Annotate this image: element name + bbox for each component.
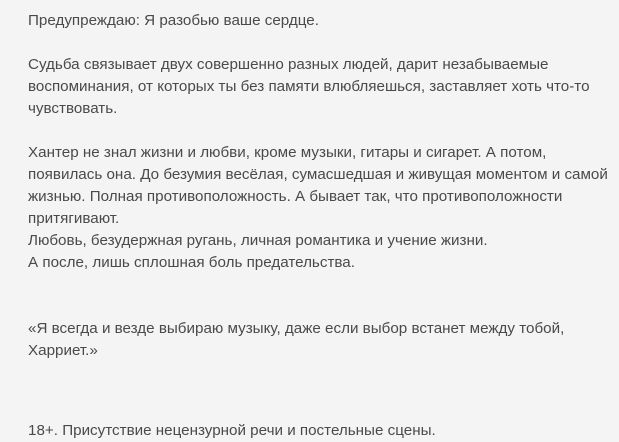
quote-line: «Я всегда и везде выбираю музыку, даже если выбор встанет между тобой, [28, 320, 565, 337]
story-line: А после, лишь сплошная боль предательства. [28, 254, 355, 271]
intro-line: Судьба связывает двух совершенно разных людей, дарит незабываемые [28, 56, 549, 73]
rating-note: 18+. Присутствие нецензурной речи и постельные сцены. [28, 422, 436, 439]
intro-line: чувствовать. [28, 100, 118, 117]
story-line: появилась она. До безумия весёлая, сумасшедшая и живущая моментом и самой [28, 166, 608, 183]
intro-line: воспоминания, от которых ты без памяти влюбляешься, заставляет хоть что-то [28, 78, 590, 95]
warning-text: Предупреждаю: Я разобью ваше сердце. [28, 12, 319, 29]
story-line: притягивают. [28, 210, 120, 227]
spacer [28, 120, 608, 142]
spacer [28, 362, 608, 420]
story-paragraph [28, 142, 608, 274]
story-line: Хантер не знал жизни и любви, кроме музыки, гитары и сигарет. А потом, [28, 144, 547, 161]
spacer [28, 274, 608, 318]
fanfic-description [28, 10, 608, 442]
intro-paragraph [28, 54, 608, 120]
quote-line: Харриет.» [28, 342, 98, 359]
quote-paragraph [28, 318, 608, 362]
story-line: жизнью. Полная противоположность. А бывает так, что противоположности [28, 188, 563, 205]
spacer [28, 32, 608, 54]
story-line: Любовь, безудержная ругань, личная романтика и учение жизни. [28, 232, 488, 249]
